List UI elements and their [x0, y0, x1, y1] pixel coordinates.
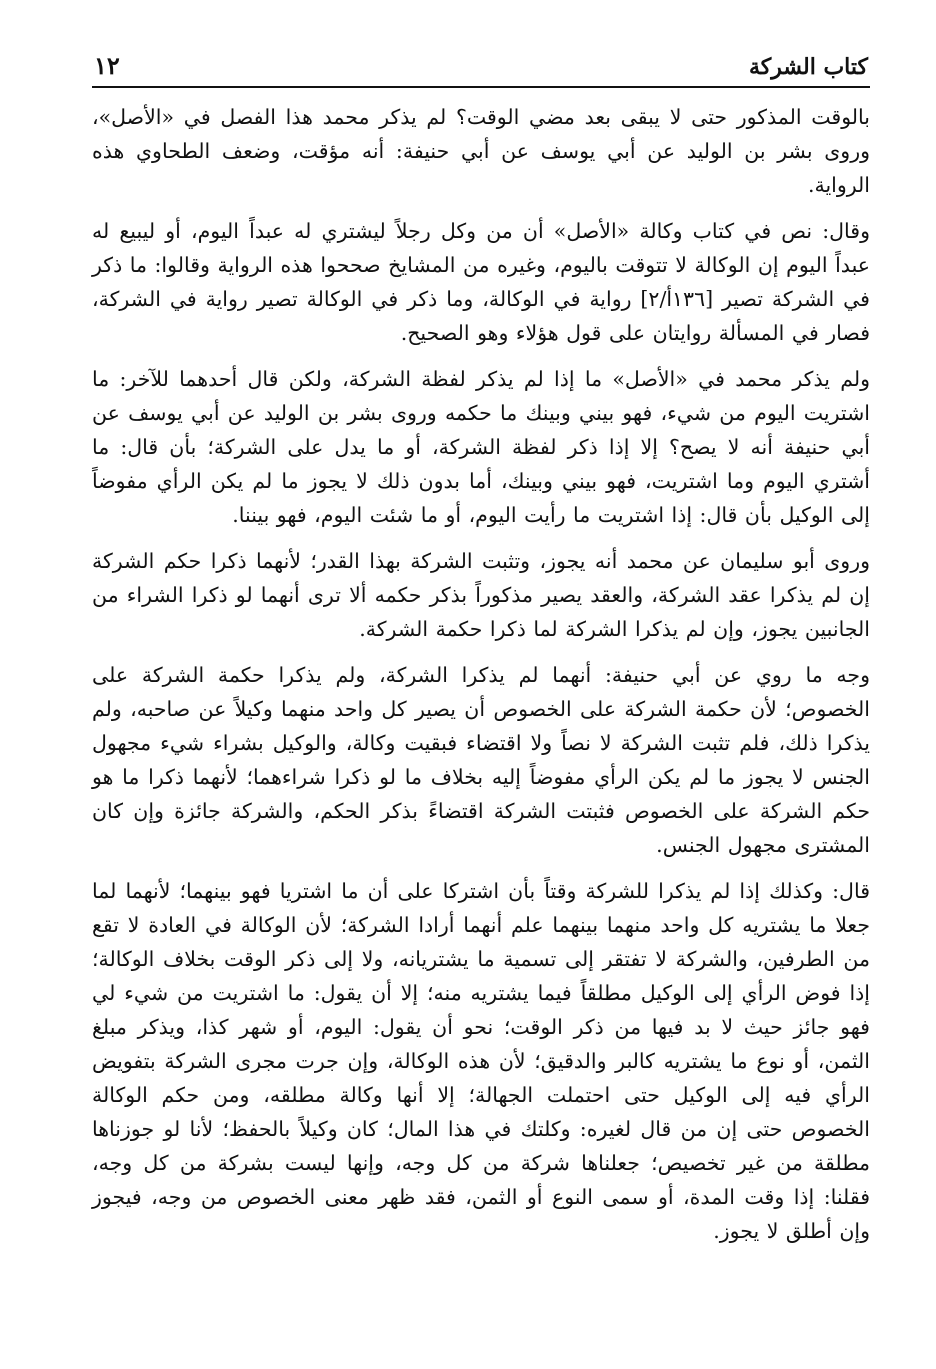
- paragraph-5: وجه ما روي عن أبي حنيفة: أنهما لم يذكرا الشركة، ولم يذكرا حكمة الشركة على الخصوص؛ لأن حكمة الشركة على الخصوص أن يصير كل واحد منهما وكيلاً عن صاحبه، ولم يذكرا ذلك، فلم تثبت الشركة لا نصاً ولا اقتضاء فبقيت وكالة، والوكيل بشراء شيء مجهول الجنس لا يجوز ما لم يكن الرأي مفوضاً إليه بخلاف ما لو ذكرا شراءهما؛ لأنهما ذكرا ما هو حكم الشركة على الخصوص فثبتت الشركة اقتضاءً بذكر الحكم، والشركة جائزة وإن كان المشترى مجهول الجنس.: [92, 663, 870, 857]
- page-number: ١٢: [94, 51, 120, 80]
- paragraph-1: بالوقت المذكور حتى لا يبقى بعد مضي الوقت؟ لم يذكر محمد هذا الفصل في «الأصل»، وروى بشر بن الوليد عن أبي يوسف عن أبي حنيفة: أنه مؤقت، وضعف الطحاوي هذه الرواية.: [92, 105, 870, 197]
- paragraph-3: ولم يذكر محمد في «الأصل» ما إذا لم يذكر لفظة الشركة، ولكن قال أحدهما للآخر: ما اشتريت اليوم من شيء، فهو بيني وبينك ما حكمه وروى بشر بن الوليد عن أبي يوسف عن أبي حنيفة أنه لا يصح؟ إلا إذا ذكر لفظة الشركة، أو ما يدل على الشركة؛ بأن قال: ما أشتري اليوم وما اشتريت، فهو بيني وبينك، أما بدون ذلك لا يجوز ما لم يكن الرأي مفوضاً إلى الوكيل بأن قال: إذا اشتريت ما رأيت اليوم، أو ما شئت اليوم، فهو بيننا.: [92, 367, 870, 527]
- page-header: [92, 42, 870, 88]
- page-body: [92, 100, 870, 1248]
- running-head-title: كتاب الشركة: [748, 54, 868, 80]
- paragraph-2: وقال: نص في كتاب وكالة «الأصل» أن من وكل رجلاً ليشتري له عبداً اليوم، أو ليبيع له عبداً اليوم إن الوكالة لا تتوقت باليوم، وغيره من المشايخ صححوا هذه الرواية وقالوا: ما ذكر في الشركة تصير [١٣٦أ/٢] رواية في الوكالة، وما ذكر في الوكالة تصير رواية في الشركة، فصار في المسألة روايتان على قول هؤلاء وهو الصحيح.: [92, 219, 870, 345]
- paragraph-6: قال: وكذلك إذا لم يذكرا للشركة وقتاً بأن اشتركا على أن ما اشتريا فهو بينهما؛ لأنهما لما جعلا ما يشتريه كل واحد منهما بينهما علم أنهما أرادا الشركة؛ لأن الوكالة في العادة لا تقع من الطرفين، والشركة لا تفتقر إلى تسمية ما يشتريانه، ولا إلى ذكر الوقت بخلاف الوكالة؛ إذا فوض الرأي إلى الوكيل مطلقاً فيما يشتريه منه؛ إلا أن يقول: ما اشتريت من شيء لي فهو جائز حيث لا بد فيها من ذكر الوقت؛ نحو أن يقول: اليوم، أو شهر كذا، ويذكر مبلغ الثمن، أو نوع ما يشتريه كالبر والدقيق؛ لأن هذه الوكالة، وإن جرت مجرى الشركة بتفويض الرأي فيه إلى الوكيل حتى احتملت الجهالة؛ إلا أنها وكالة مطلقه، ومن حكم الوكالة الخصوص حتى إن من قال لغيره: وكلتك في هذا المال؛ كان وكيلاً بالحفظ؛ لأنا لو جوزناها مطلقة من غير تخصيص؛ جعلناها شركة من كل وجه، وإنها ليست بشركة من كل وجه، فقلنا: إذا وقت المدة، أو سمى النوع أو الثمن، فقد ظهر معنى الخصوص من وجه، فيجوز وإن أطلق لا يجوز.: [92, 879, 870, 1243]
- paragraph-4: وروى أبو سليمان عن محمد أنه يجوز، وتثبت الشركة بهذا القدر؛ لأنهما ذكرا حكم الشركة إن لم يذكرا عقد الشركة، والعقد يصير مذكوراً بذكر حكمه ألا ترى أنهما لو ذكرا الشراء من الجانبين يجوز، وإن لم يذكرا الشركة لما ذكرا حكمة الشركة.: [92, 549, 870, 641]
